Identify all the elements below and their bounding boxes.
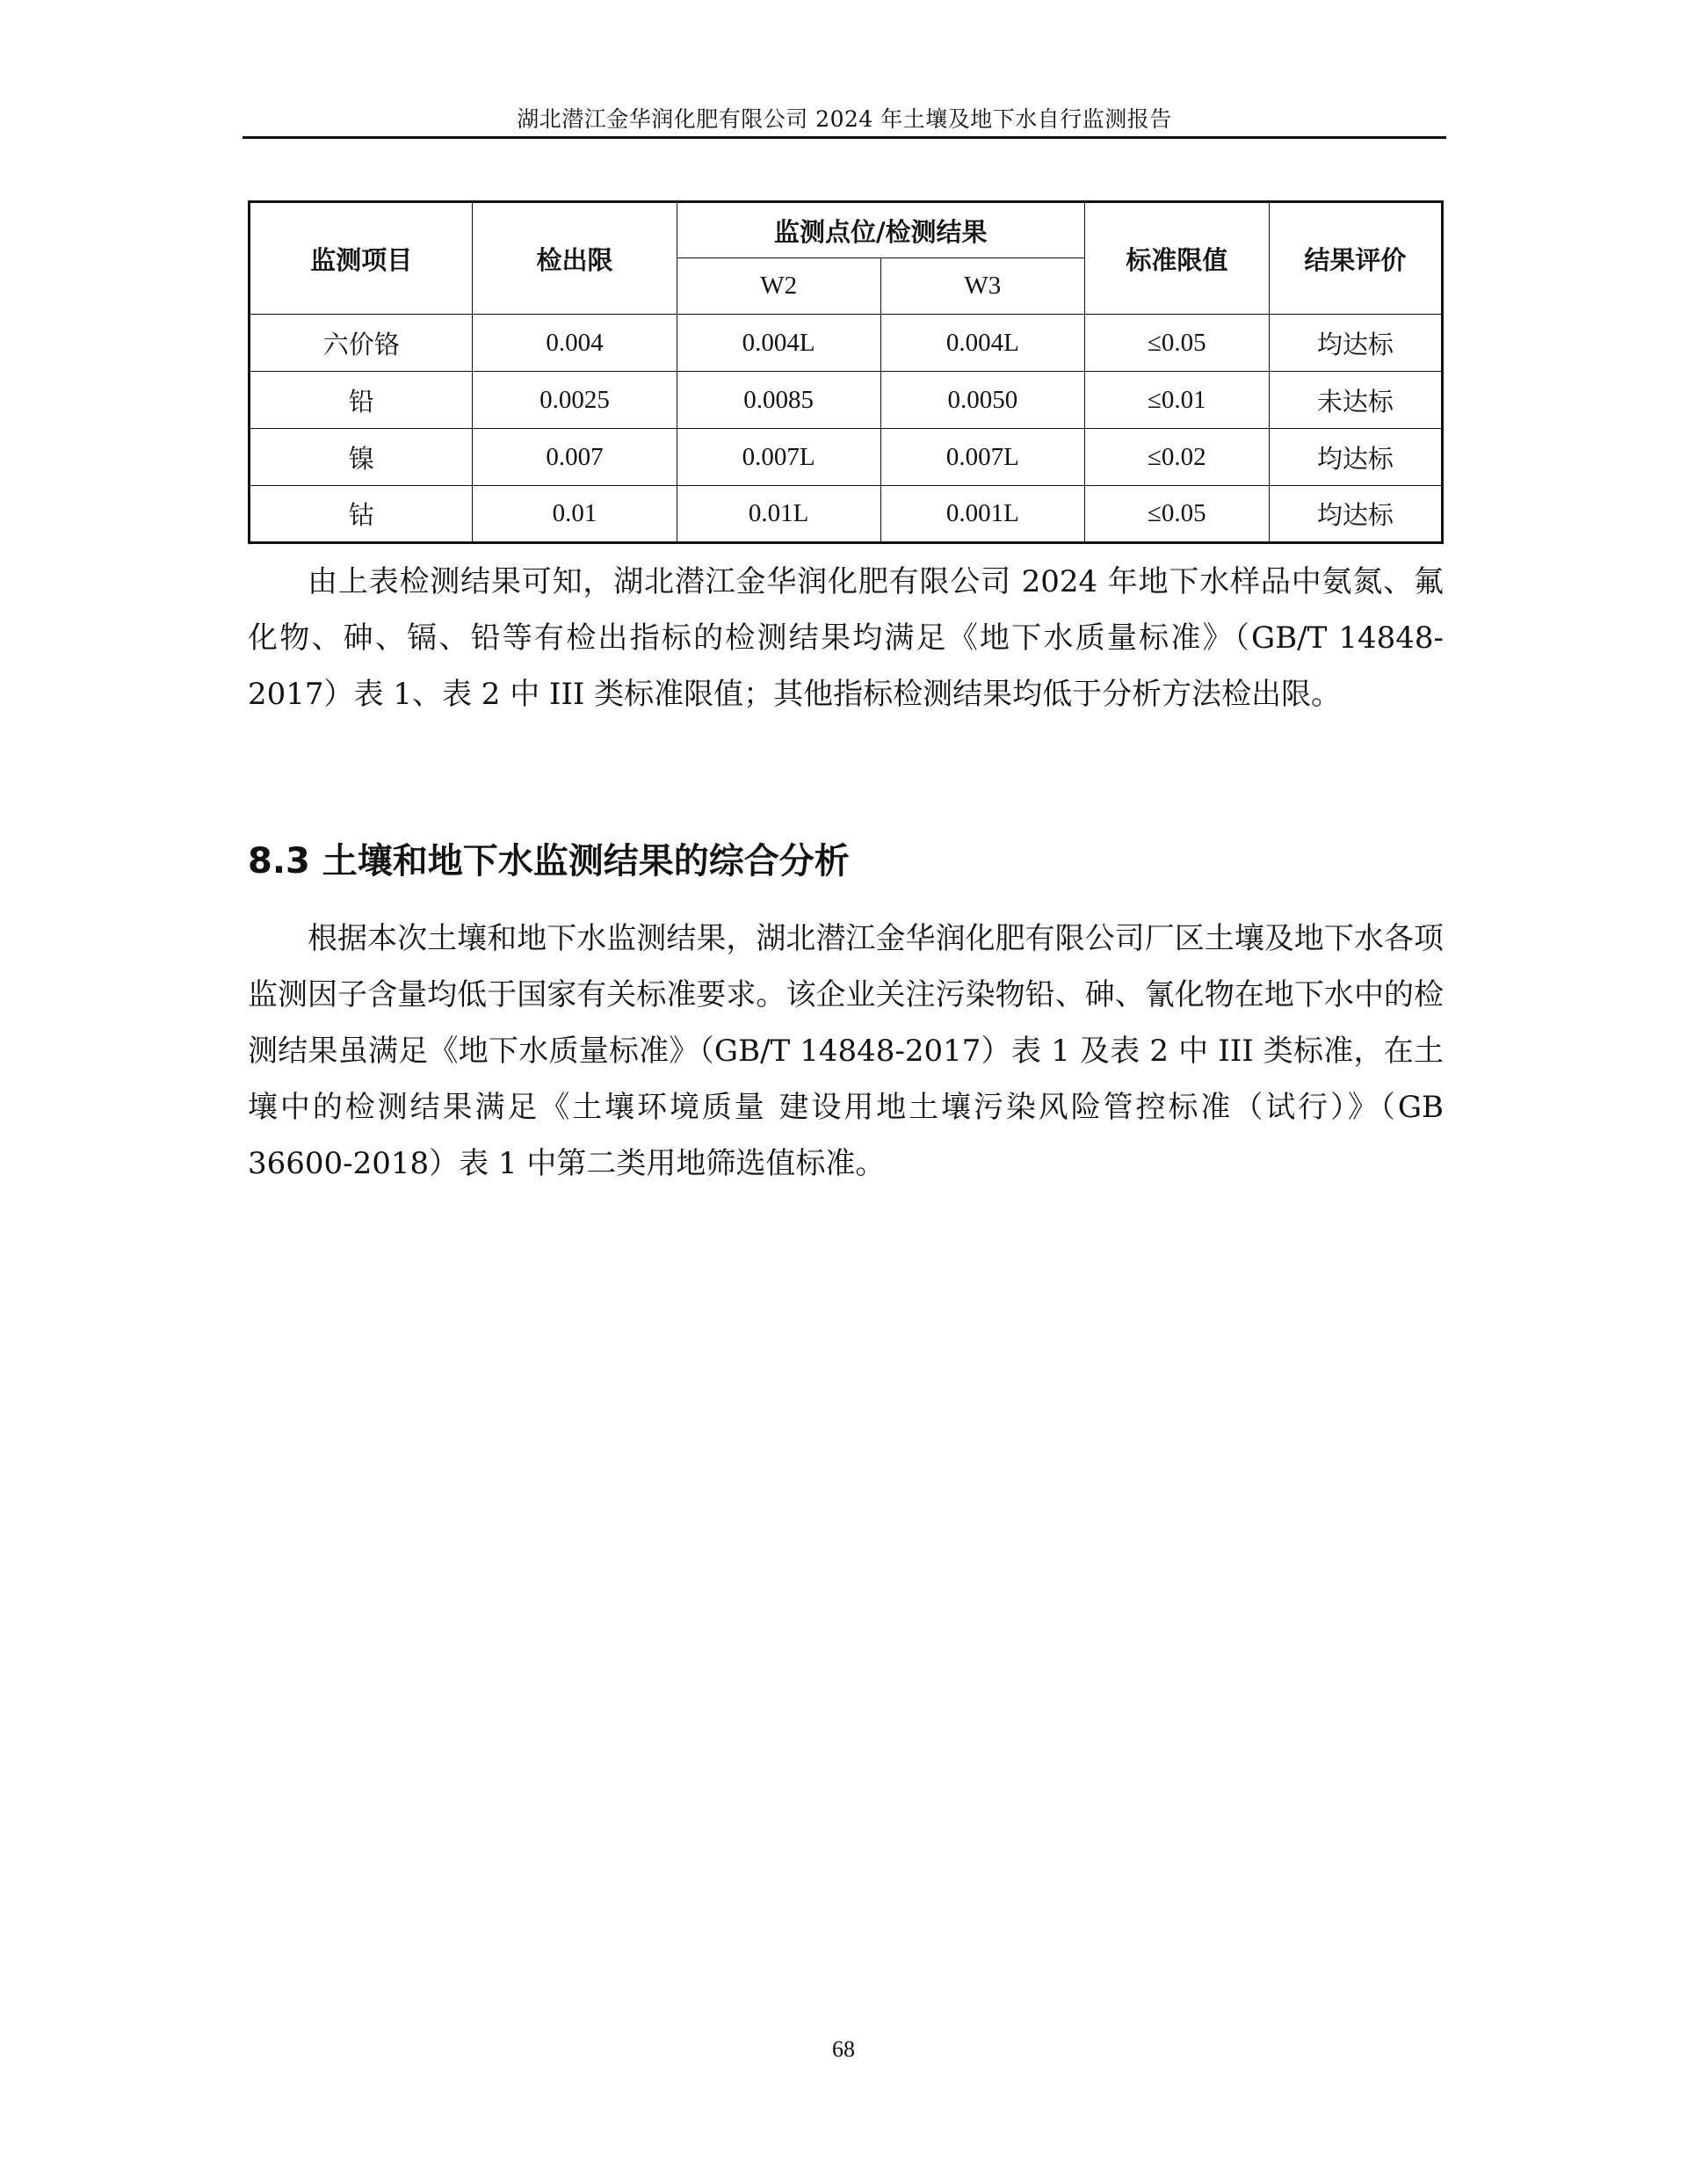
header-point-w3: W3 (880, 258, 1084, 315)
cell-w2: 0.007L (677, 429, 880, 486)
table-row (250, 486, 1443, 543)
cell-w3: 0.001L (880, 486, 1084, 543)
header-evaluation: 结果评价 (1269, 202, 1442, 315)
cell-w3: 0.0050 (880, 372, 1084, 429)
header-standard: 标准限值 (1084, 202, 1269, 315)
table-row (250, 315, 1443, 372)
comprehensive-analysis-paragraph: 根据本次土壤和地下水监测结果，湖北潜江金华润化肥有限公司厂区土壤及地下水各项监测因子含量均低于国家有关标准要求。该企业关注污染物铅、砷、氰化物在地下水中的检测结果虽满足《地下水质量标准》（GB/T 14848-2017）表 1 及表 2 中 III 类标准，在土壤中的检测结果满足《土壤环境质量 建设用地土壤污染风险管控标准（试行）》（GB 36600-2018）表 1 中第二类用地筛选值标准。 (248, 921, 1444, 1181)
cell-evaluation: 均达标 (1269, 429, 1442, 486)
cell-limit: 0.007 (473, 429, 677, 486)
cell-evaluation: 均达标 (1269, 315, 1442, 372)
header-item: 监测项目 (250, 202, 473, 315)
cell-standard: ≤0.05 (1084, 486, 1269, 543)
results-summary-paragraph: 由上表检测结果可知，湖北潜江金华润化肥有限公司 2024 年地下水样品中氨氮、氟化物、砷、镉、铅等有检出指标的检测结果均满足《地下水质量标准》（GB/T 14848-2017）表 1、表 2 中 III 类标准限值；其他指标检测结果均低于分析方法检出限。 (248, 564, 1444, 712)
cell-item: 铅 (250, 372, 473, 429)
cell-w2: 0.0085 (677, 372, 880, 429)
cell-evaluation: 未达标 (1269, 372, 1442, 429)
cell-standard: ≤0.01 (1084, 372, 1269, 429)
header-points-group: 监测点位/检测结果 (677, 202, 1084, 258)
report-header-title: 湖北潜江金华润化肥有限公司 2024 年土壤及地下水自行监测报告 (517, 106, 1172, 132)
cell-w2: 0.01L (677, 486, 880, 543)
cell-limit: 0.0025 (473, 372, 677, 429)
header-point-w2: W2 (677, 258, 880, 315)
header-detection-limit: 检出限 (473, 202, 677, 315)
cell-w3: 0.007L (880, 429, 1084, 486)
section-heading: 8.3 土壤和地下水监测结果的综合分析 (248, 841, 850, 882)
cell-standard: ≤0.05 (1084, 315, 1269, 372)
cell-w2: 0.004L (677, 315, 880, 372)
cell-item: 镍 (250, 429, 473, 486)
cell-limit: 0.004 (473, 315, 677, 372)
cell-standard: ≤0.02 (1084, 429, 1269, 486)
cell-item: 钴 (250, 486, 473, 543)
cell-limit: 0.01 (473, 486, 677, 543)
cell-item: 六价铬 (250, 315, 473, 372)
cell-w3: 0.004L (880, 315, 1084, 372)
page-number: 68 (832, 2036, 855, 2062)
cell-evaluation: 均达标 (1269, 486, 1442, 543)
header-divider (243, 136, 1446, 139)
table-header-row (250, 202, 1443, 258)
table-row (250, 372, 1443, 429)
table-row (250, 429, 1443, 486)
groundwater-results-table (248, 200, 1444, 544)
